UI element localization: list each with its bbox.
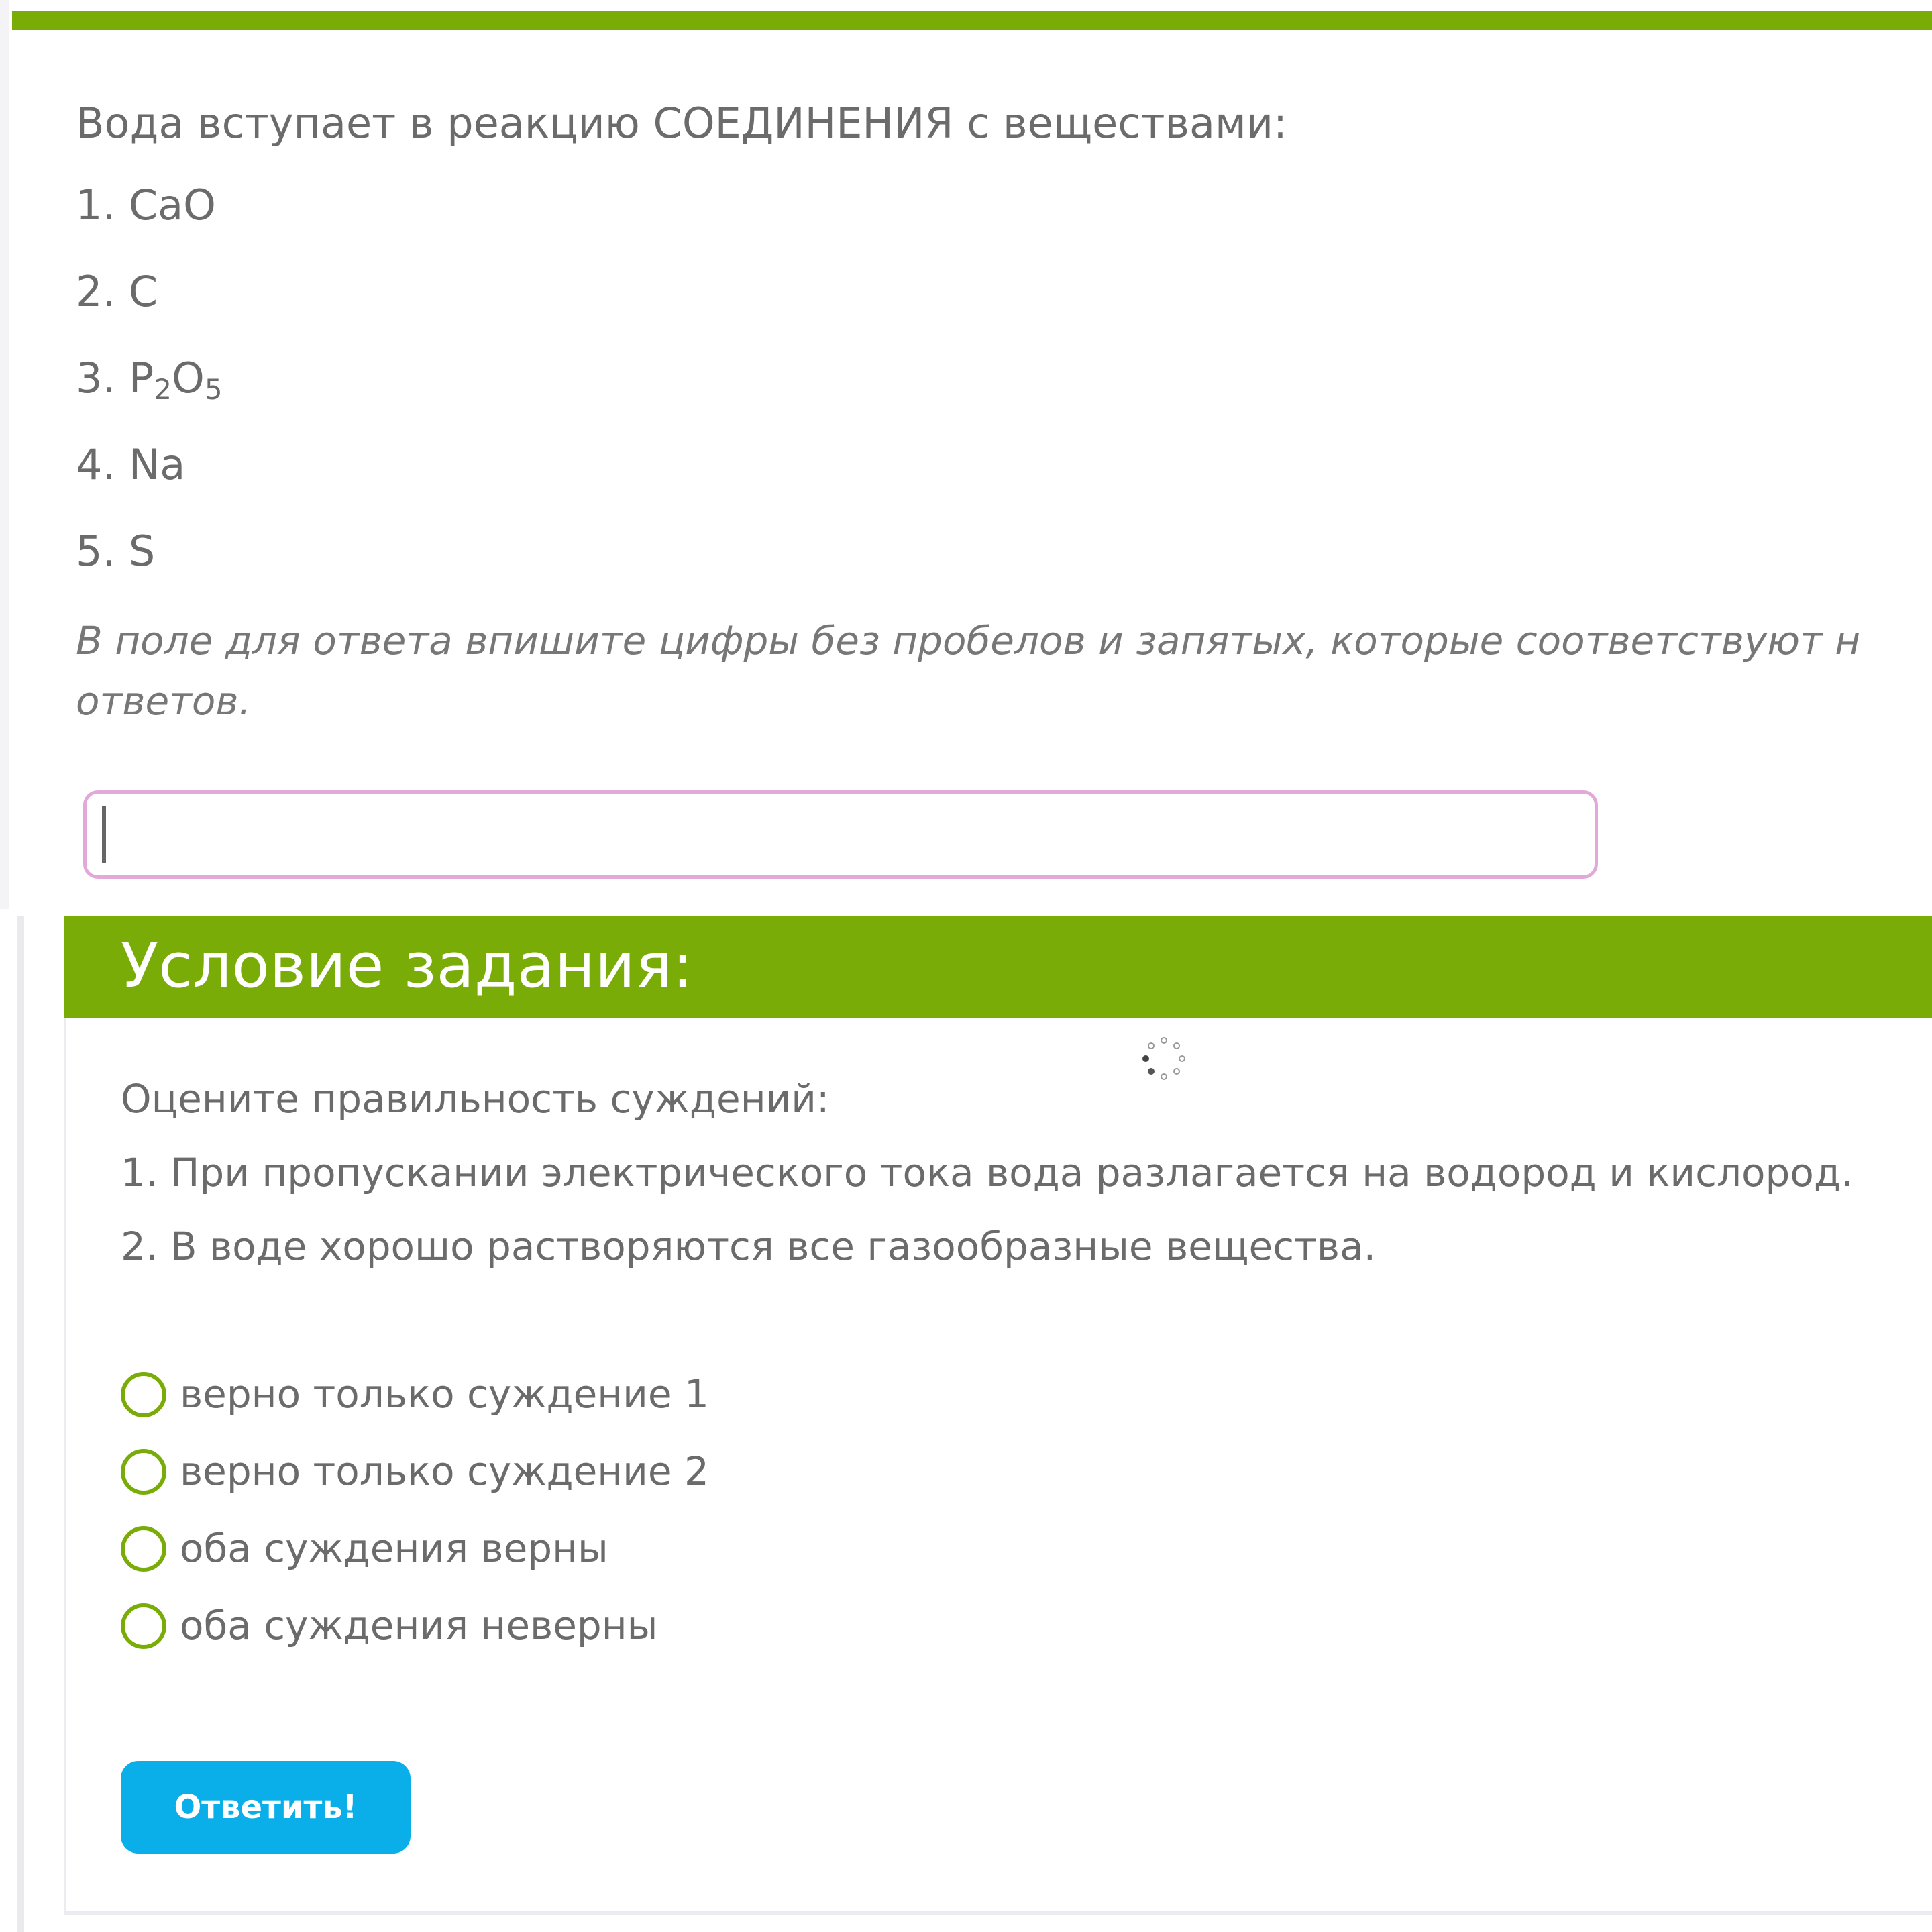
question-1-prompt: Вода вступает в реакцию СОЕДИНЕНИЯ с веществами: — [76, 99, 1287, 148]
page-left-frame — [17, 916, 24, 1932]
choice-label: оба суждения верны — [180, 1525, 608, 1571]
radio-circle-icon[interactable] — [121, 1603, 166, 1649]
task-title: Условие задания: — [121, 930, 694, 1002]
loading-spinner-icon — [1140, 1035, 1187, 1082]
option-number: 2. — [76, 267, 116, 316]
option-formula: CaO — [128, 180, 216, 229]
statement-1: 1. При пропускании электрического тока вода разлагается на водород и кислород. — [121, 1150, 1854, 1195]
instructions-line-2: ответов. — [76, 678, 252, 724]
formula-subscript: 5 — [204, 373, 223, 406]
answer-instructions — [76, 610, 1932, 731]
question-2-prompt: Оцените правильность суждений: — [121, 1076, 830, 1122]
choice-label: оба суждения неверны — [180, 1603, 658, 1648]
top-accent-bar — [12, 11, 1932, 30]
option-formula — [128, 354, 223, 406]
list-item — [76, 441, 223, 527]
statement-2: 2. В воде хорошо растворяются все газообразные вещества. — [121, 1224, 1377, 1269]
radio-circle-icon[interactable] — [121, 1372, 166, 1417]
formula-subscript: 2 — [154, 373, 172, 406]
option-number: 5. — [76, 527, 116, 576]
radio-circle-icon[interactable] — [121, 1526, 166, 1572]
formula-part: O — [172, 354, 205, 402]
text-caret — [102, 806, 106, 863]
list-item — [76, 527, 223, 614]
list-item — [76, 354, 223, 441]
option-formula: Na — [128, 440, 186, 489]
instructions-line-1: В поле для ответа впишите цифры без пробелов и запятых, которые соответствуют н — [76, 618, 1861, 663]
list-item — [76, 268, 223, 354]
option-number: 4. — [76, 440, 116, 489]
option-formula: S — [128, 527, 156, 576]
panel-left-edge — [0, 0, 9, 909]
formula-part: P — [128, 354, 154, 402]
option-number: 3. — [76, 354, 116, 402]
option-number: 1. — [76, 180, 116, 229]
option-formula: C — [128, 267, 158, 316]
submit-answer-button[interactable]: Ответить! — [121, 1761, 411, 1854]
list-item — [76, 181, 223, 268]
radio-circle-icon[interactable] — [121, 1449, 166, 1495]
choice-label: верно только суждение 1 — [180, 1371, 709, 1417]
question-1-panel — [0, 0, 1932, 909]
answer-input[interactable] — [83, 790, 1598, 879]
question-2-panel — [0, 916, 1932, 1932]
choice-label: верно только суждение 2 — [180, 1448, 709, 1494]
substance-list — [76, 181, 223, 614]
